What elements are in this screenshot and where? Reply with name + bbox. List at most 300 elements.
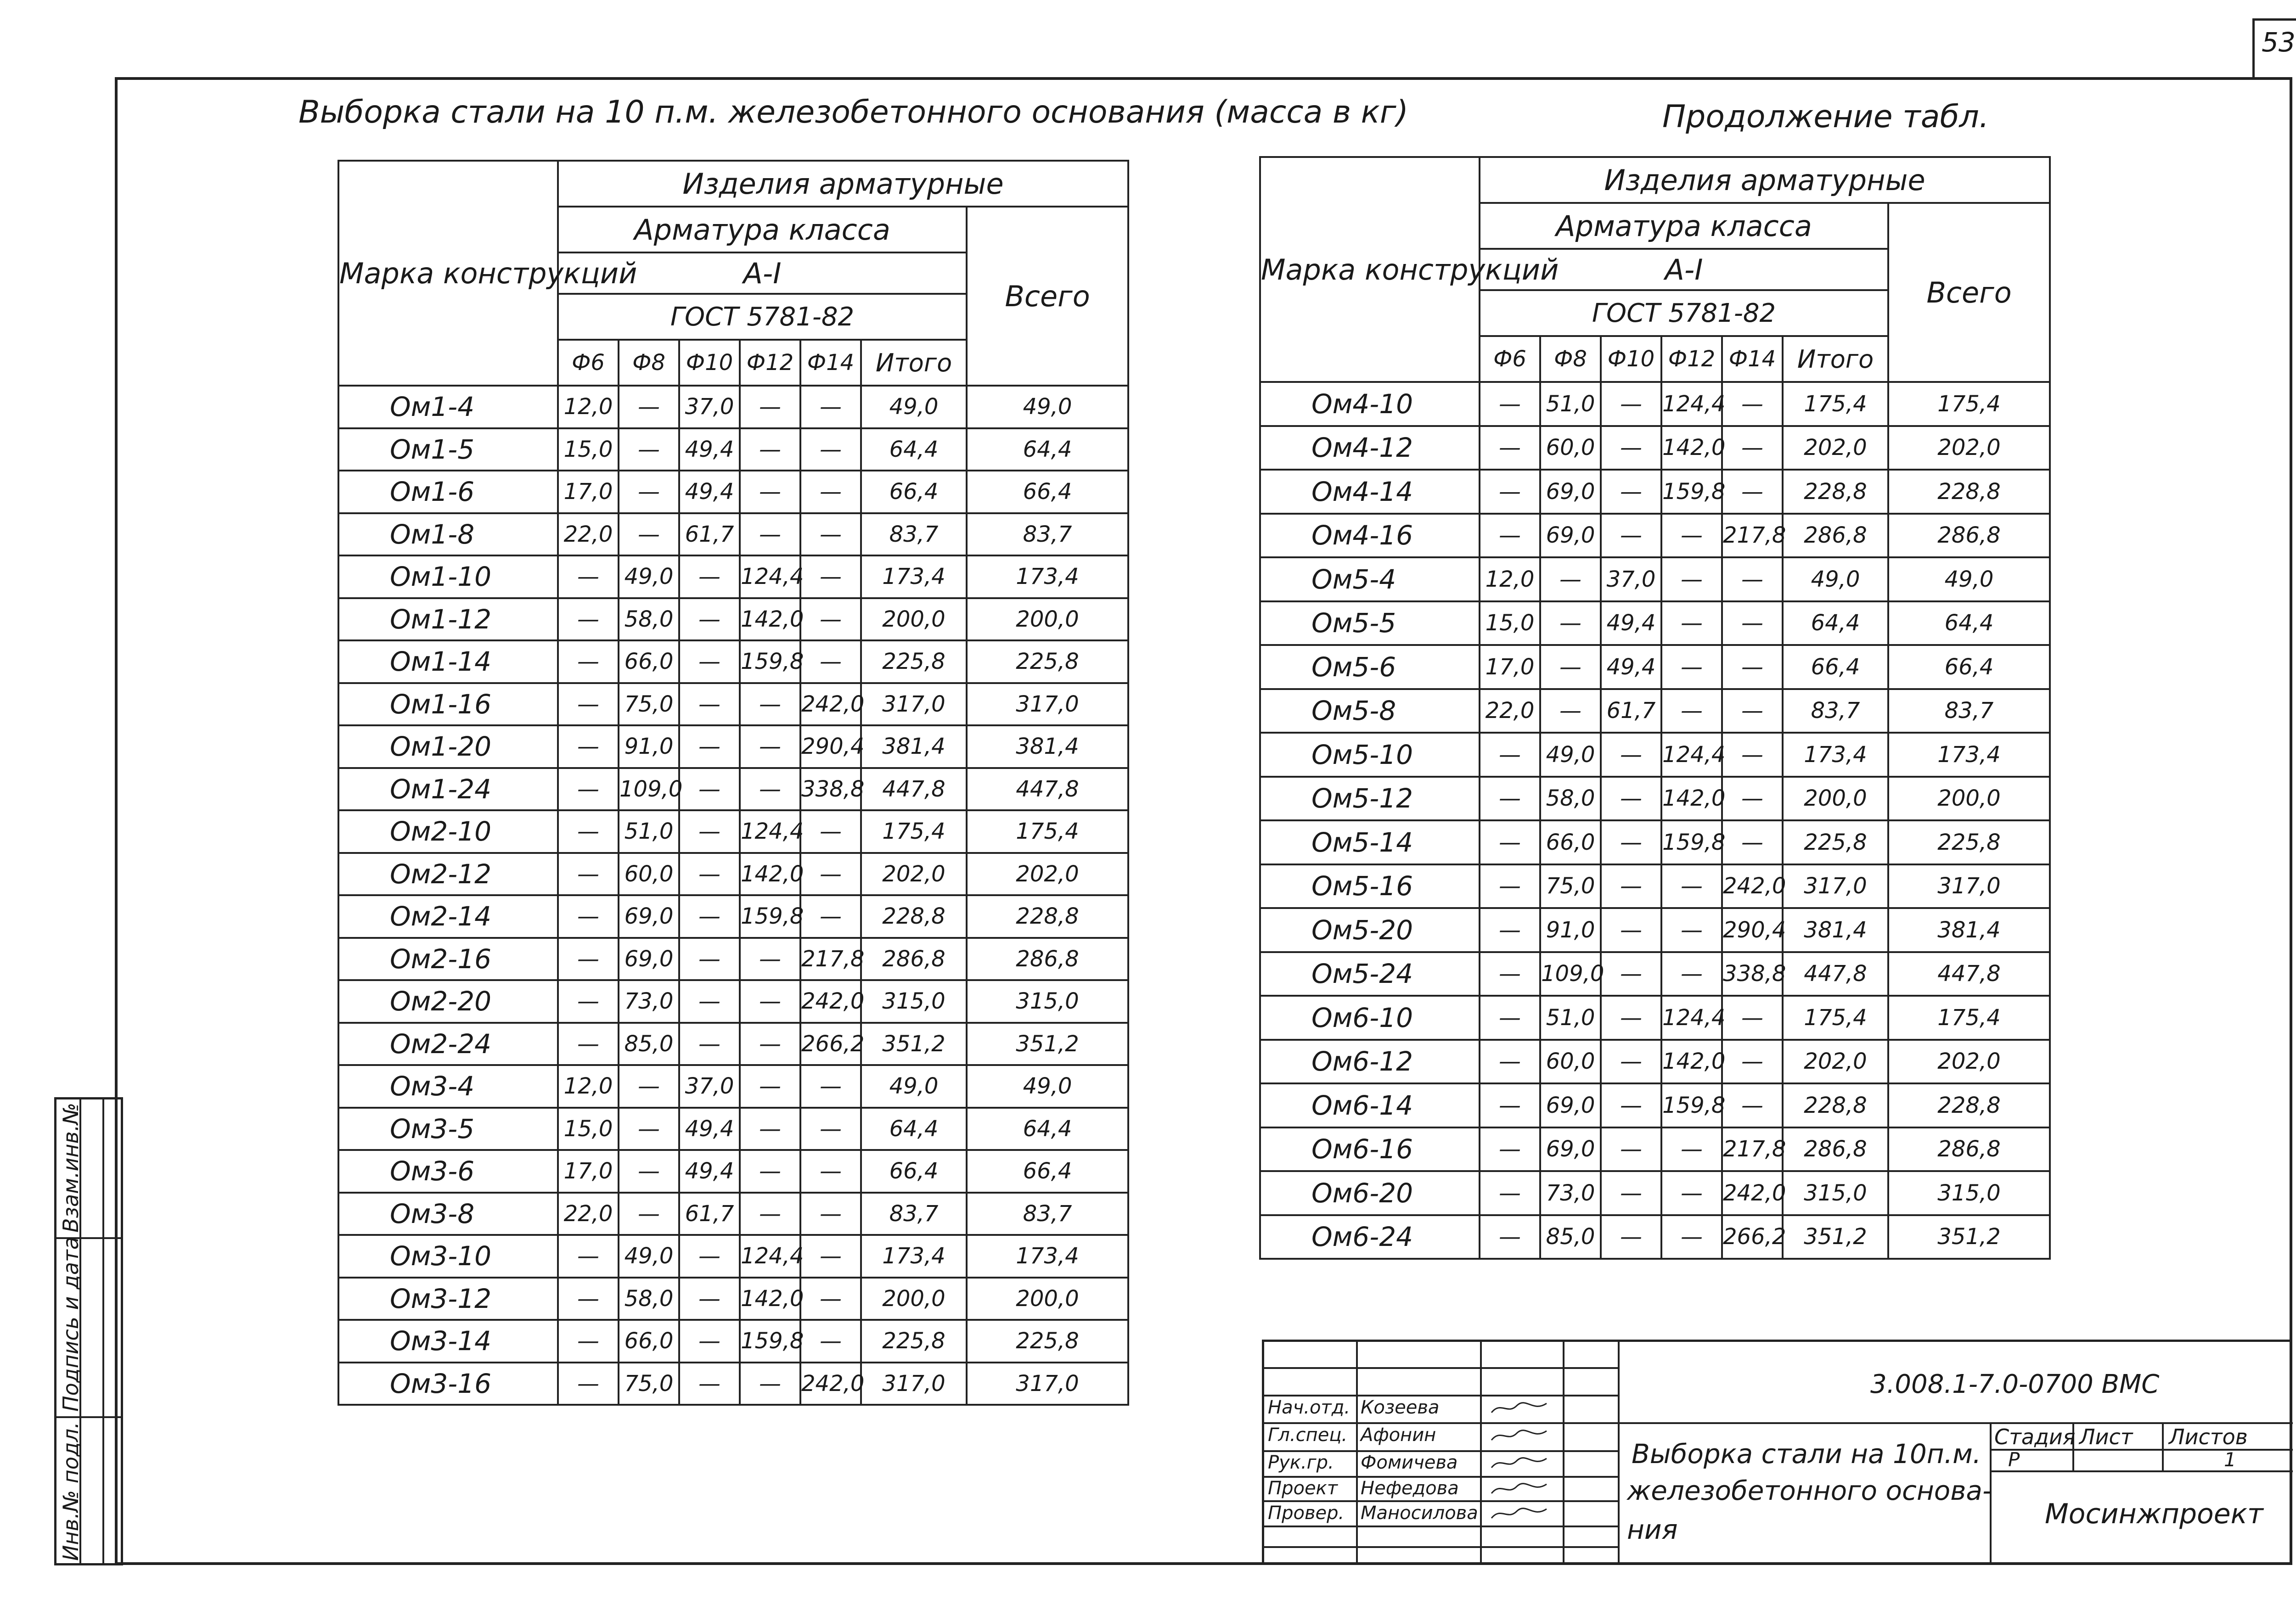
table-row bbox=[338, 640, 1128, 683]
row-mark: Ом5-8 bbox=[1260, 689, 1480, 733]
row-total: 225,8 bbox=[967, 1320, 1128, 1363]
row-value: 173,4 bbox=[1783, 733, 1888, 777]
row-value: 159,8 bbox=[740, 895, 800, 938]
row-value: — bbox=[558, 938, 619, 981]
row-value: 142,0 bbox=[740, 853, 800, 896]
col-header: Ф14 bbox=[800, 340, 861, 386]
table-row bbox=[338, 980, 1128, 1023]
row-value: 200,0 bbox=[1783, 777, 1888, 821]
row-value: 22,0 bbox=[1480, 689, 1540, 733]
row-mark: Ом1-14 bbox=[338, 640, 558, 683]
row-mark: Ом2-12 bbox=[338, 853, 558, 896]
row-value: 286,8 bbox=[1783, 1127, 1888, 1172]
table-row bbox=[1260, 908, 2050, 952]
row-value: 202,0 bbox=[1783, 426, 1888, 470]
row-mark: Ом6-14 bbox=[1260, 1083, 1480, 1127]
row-value: 109,0 bbox=[619, 768, 679, 811]
row-value: — bbox=[1661, 952, 1722, 996]
row-value: — bbox=[1661, 1127, 1722, 1172]
row-value: — bbox=[1601, 733, 1661, 777]
row-value: — bbox=[679, 1278, 740, 1320]
row-value: — bbox=[1480, 1127, 1540, 1172]
row-value: 202,0 bbox=[1783, 1040, 1888, 1084]
row-value: — bbox=[619, 1193, 679, 1235]
row-value: 200,0 bbox=[861, 598, 967, 641]
row-value: — bbox=[1661, 1215, 1722, 1259]
row-total: 49,0 bbox=[1888, 557, 2050, 601]
row-value: — bbox=[1601, 777, 1661, 821]
table-row bbox=[1260, 1215, 2050, 1259]
col-header: Ф8 bbox=[1540, 336, 1601, 382]
row-value: 217,8 bbox=[1722, 514, 1783, 558]
row-value: — bbox=[1601, 1215, 1661, 1259]
row-value: 15,0 bbox=[1480, 601, 1540, 645]
row-value: — bbox=[558, 768, 619, 811]
table-row bbox=[338, 938, 1128, 981]
row-mark: Ом3-5 bbox=[338, 1108, 558, 1150]
row-mark: Ом5-14 bbox=[1260, 820, 1480, 864]
row-value: — bbox=[800, 640, 861, 683]
row-mark: Ом2-20 bbox=[338, 980, 558, 1023]
row-value: — bbox=[619, 428, 679, 471]
row-value: 217,8 bbox=[800, 938, 861, 981]
row-value: — bbox=[558, 640, 619, 683]
row-value: 22,0 bbox=[558, 513, 619, 556]
row-value: 159,8 bbox=[1661, 470, 1722, 514]
row-mark: Ом1-5 bbox=[338, 428, 558, 471]
row-value: 12,0 bbox=[1480, 557, 1540, 601]
row-value: 60,0 bbox=[619, 853, 679, 896]
table-row bbox=[1260, 601, 2050, 645]
table-row bbox=[1260, 645, 2050, 689]
table-row bbox=[338, 471, 1128, 513]
row-value: — bbox=[800, 1193, 861, 1235]
row-value: 266,2 bbox=[1722, 1215, 1783, 1259]
table-row bbox=[1260, 1171, 2050, 1215]
row-mark: Ом5-6 bbox=[1260, 645, 1480, 689]
row-value: — bbox=[1601, 1083, 1661, 1127]
row-value: 58,0 bbox=[619, 598, 679, 641]
row-value: — bbox=[800, 471, 861, 513]
table-row bbox=[338, 683, 1128, 726]
row-value: 61,7 bbox=[679, 513, 740, 556]
role-name: Фомичева bbox=[1361, 1452, 1458, 1473]
row-total: 83,7 bbox=[1888, 689, 2050, 733]
row-total: 447,8 bbox=[1888, 952, 2050, 996]
row-value: 64,4 bbox=[1783, 601, 1888, 645]
row-value: — bbox=[1480, 952, 1540, 996]
row-value: — bbox=[1722, 426, 1783, 470]
row-value: 83,7 bbox=[1783, 689, 1888, 733]
side-vzam-inv: Взам.инв.№ bbox=[58, 1102, 83, 1233]
row-value: — bbox=[740, 1150, 800, 1193]
row-value: 124,4 bbox=[740, 555, 800, 598]
table-row bbox=[338, 386, 1128, 428]
row-total: 49,0 bbox=[967, 386, 1128, 428]
row-value: — bbox=[558, 683, 619, 726]
row-value: 37,0 bbox=[679, 386, 740, 428]
row-value: 91,0 bbox=[1540, 908, 1601, 952]
row-value: 61,7 bbox=[1601, 689, 1661, 733]
row-mark: Ом5-24 bbox=[1260, 952, 1480, 996]
role-label: Гл.спец. bbox=[1268, 1425, 1348, 1446]
row-value: 49,4 bbox=[679, 471, 740, 513]
row-value: 15,0 bbox=[558, 1108, 619, 1150]
row-value: 124,4 bbox=[740, 1235, 800, 1278]
row-value: — bbox=[740, 683, 800, 726]
row-total: 447,8 bbox=[967, 768, 1128, 811]
mark-header: Марка конструкций bbox=[1260, 157, 1480, 382]
row-value: 124,4 bbox=[1661, 996, 1722, 1040]
row-value: 37,0 bbox=[679, 1065, 740, 1108]
continuation-title: Продолжение табл. bbox=[1662, 99, 1989, 135]
row-value: — bbox=[1480, 733, 1540, 777]
row-value: — bbox=[1661, 645, 1722, 689]
row-value: — bbox=[1480, 1215, 1540, 1259]
row-value: 175,4 bbox=[861, 810, 967, 853]
row-value: 83,7 bbox=[861, 513, 967, 556]
row-value: — bbox=[1480, 864, 1540, 909]
role-name: Афонин bbox=[1361, 1425, 1436, 1446]
row-value: 66,4 bbox=[1783, 645, 1888, 689]
row-value: — bbox=[1722, 601, 1783, 645]
row-value: 91,0 bbox=[619, 725, 679, 768]
table-row bbox=[338, 895, 1128, 938]
row-value: — bbox=[1480, 426, 1540, 470]
row-total: 351,2 bbox=[1888, 1215, 2050, 1259]
table-row bbox=[338, 853, 1128, 896]
row-value: — bbox=[1480, 382, 1540, 426]
row-value: 242,0 bbox=[1722, 1171, 1783, 1215]
row-value: — bbox=[800, 513, 861, 556]
row-value: 66,4 bbox=[861, 471, 967, 513]
row-value: 228,8 bbox=[1783, 470, 1888, 514]
row-value: — bbox=[800, 810, 861, 853]
row-value: 49,0 bbox=[619, 555, 679, 598]
row-mark: Ом1-24 bbox=[338, 768, 558, 811]
row-value: 58,0 bbox=[1540, 777, 1601, 821]
row-value: 49,0 bbox=[619, 1235, 679, 1278]
row-mark: Ом2-24 bbox=[338, 1023, 558, 1066]
row-total: 200,0 bbox=[1888, 777, 2050, 821]
signature bbox=[1489, 1454, 1549, 1472]
row-value: 58,0 bbox=[619, 1278, 679, 1320]
total-header: Всего bbox=[1888, 203, 2050, 382]
row-total: 83,7 bbox=[967, 1193, 1128, 1235]
col-header: Ф12 bbox=[740, 340, 800, 386]
row-value: — bbox=[679, 895, 740, 938]
row-value: — bbox=[740, 1108, 800, 1150]
row-value: 286,8 bbox=[861, 938, 967, 981]
row-value: — bbox=[558, 980, 619, 1023]
table-row bbox=[338, 1278, 1128, 1320]
row-value: 69,0 bbox=[619, 895, 679, 938]
row-value: 228,8 bbox=[861, 895, 967, 938]
row-value: — bbox=[1601, 1040, 1661, 1084]
row-value: — bbox=[1480, 1171, 1540, 1215]
signature bbox=[1489, 1480, 1549, 1498]
col-header: Ф10 bbox=[679, 340, 740, 386]
row-value: — bbox=[679, 683, 740, 726]
row-value: 49,0 bbox=[1540, 733, 1601, 777]
row-total: 64,4 bbox=[967, 428, 1128, 471]
row-value: 64,4 bbox=[861, 428, 967, 471]
table-row bbox=[338, 725, 1128, 768]
row-total: 228,8 bbox=[1888, 1083, 2050, 1127]
row-value: 290,4 bbox=[800, 725, 861, 768]
row-value: — bbox=[1722, 689, 1783, 733]
row-value: 17,0 bbox=[558, 471, 619, 513]
row-total: 173,4 bbox=[967, 555, 1128, 598]
row-mark: Ом3-6 bbox=[338, 1150, 558, 1193]
col-header: Ф10 bbox=[1601, 336, 1661, 382]
row-value: — bbox=[1661, 864, 1722, 909]
row-value: — bbox=[679, 640, 740, 683]
table-row bbox=[338, 513, 1128, 556]
row-value: — bbox=[1540, 645, 1601, 689]
row-mark: Ом3-8 bbox=[338, 1193, 558, 1235]
row-value: — bbox=[558, 598, 619, 641]
row-value: — bbox=[1601, 470, 1661, 514]
right-steel-table bbox=[1259, 156, 2051, 1260]
row-value: — bbox=[800, 428, 861, 471]
organization: Мосинжпроект bbox=[2045, 1498, 2263, 1530]
row-value: 69,0 bbox=[1540, 1083, 1601, 1127]
table-row bbox=[1260, 1127, 2050, 1172]
row-value: 290,4 bbox=[1722, 908, 1783, 952]
row-value: 51,0 bbox=[619, 810, 679, 853]
role-label: Нач.отд. bbox=[1268, 1397, 1351, 1418]
row-total: 351,2 bbox=[967, 1023, 1128, 1066]
row-value: — bbox=[1722, 1083, 1783, 1127]
row-value: — bbox=[1661, 601, 1722, 645]
row-value: — bbox=[619, 1065, 679, 1108]
products-header: Изделия арматурные bbox=[1480, 157, 2050, 203]
row-value: — bbox=[619, 513, 679, 556]
row-value: 49,4 bbox=[679, 428, 740, 471]
row-value: — bbox=[558, 853, 619, 896]
role-name: Нефедова bbox=[1361, 1478, 1459, 1499]
role-name: Маносилова bbox=[1361, 1503, 1478, 1524]
row-mark: Ом5-4 bbox=[1260, 557, 1480, 601]
row-value: 49,0 bbox=[861, 386, 967, 428]
row-value: — bbox=[800, 555, 861, 598]
row-mark: Ом1-16 bbox=[338, 683, 558, 726]
total-header: Всего bbox=[967, 207, 1128, 386]
row-value: — bbox=[1480, 1083, 1540, 1127]
row-value: — bbox=[679, 768, 740, 811]
row-value: 142,0 bbox=[1661, 426, 1722, 470]
table-row bbox=[338, 555, 1128, 598]
class-value: А-I bbox=[1480, 249, 1888, 290]
row-value: — bbox=[679, 1023, 740, 1066]
table-row bbox=[1260, 557, 2050, 601]
row-value: 159,8 bbox=[740, 1320, 800, 1363]
stage-label: Стадия bbox=[1994, 1425, 2076, 1449]
row-value: 173,4 bbox=[861, 1235, 967, 1278]
row-value: — bbox=[740, 1065, 800, 1108]
table-row bbox=[1260, 514, 2050, 558]
row-mark: Ом5-10 bbox=[1260, 733, 1480, 777]
row-value: 447,8 bbox=[861, 768, 967, 811]
row-total: 317,0 bbox=[967, 1363, 1128, 1405]
row-value: — bbox=[558, 1278, 619, 1320]
table-row bbox=[338, 1023, 1128, 1066]
row-value: — bbox=[1480, 908, 1540, 952]
row-value: — bbox=[1480, 820, 1540, 864]
row-value: 85,0 bbox=[619, 1023, 679, 1066]
row-mark: Ом2-16 bbox=[338, 938, 558, 981]
row-value: 69,0 bbox=[1540, 514, 1601, 558]
gost-header: ГОСТ 5781-82 bbox=[558, 294, 967, 340]
row-value: 124,4 bbox=[1661, 382, 1722, 426]
row-total: 66,4 bbox=[967, 1150, 1128, 1193]
table-row bbox=[338, 1150, 1128, 1193]
row-value: — bbox=[800, 1235, 861, 1278]
row-value: 175,4 bbox=[1783, 996, 1888, 1040]
row-value: — bbox=[1722, 733, 1783, 777]
table-row bbox=[1260, 864, 2050, 909]
doc-code: 3.008.1-7.0-0700 ВМС bbox=[1870, 1369, 2160, 1399]
row-value: 317,0 bbox=[861, 1363, 967, 1405]
row-value: — bbox=[800, 386, 861, 428]
row-mark: Ом3-12 bbox=[338, 1278, 558, 1320]
row-value: — bbox=[1661, 689, 1722, 733]
row-value: — bbox=[558, 810, 619, 853]
row-value: 49,4 bbox=[1601, 645, 1661, 689]
row-mark: Ом6-10 bbox=[1260, 996, 1480, 1040]
row-mark: Ом3-4 bbox=[338, 1065, 558, 1108]
table-row bbox=[338, 1235, 1128, 1278]
row-value: — bbox=[558, 1235, 619, 1278]
role-label: Проект bbox=[1268, 1478, 1338, 1499]
row-value: — bbox=[619, 1108, 679, 1150]
row-total: 286,8 bbox=[1888, 1127, 2050, 1172]
row-value: 15,0 bbox=[558, 428, 619, 471]
row-value: — bbox=[619, 1150, 679, 1193]
row-value: — bbox=[1722, 1040, 1783, 1084]
row-total: 66,4 bbox=[1888, 645, 2050, 689]
row-mark: Ом6-16 bbox=[1260, 1127, 1480, 1172]
table-row bbox=[1260, 952, 2050, 996]
row-value: 66,0 bbox=[1540, 820, 1601, 864]
row-value: 12,0 bbox=[558, 1065, 619, 1108]
table-row bbox=[1260, 689, 2050, 733]
row-value: 242,0 bbox=[1722, 864, 1783, 909]
rebar-class-header: Арматура класса bbox=[558, 207, 967, 252]
row-value: 66,0 bbox=[619, 640, 679, 683]
main-title: Выборка стали на 10 п.м. железобетонного основания (масса в кг) bbox=[298, 94, 1408, 130]
row-value: — bbox=[558, 895, 619, 938]
row-value: — bbox=[1540, 601, 1601, 645]
row-mark: Ом6-20 bbox=[1260, 1171, 1480, 1215]
row-value: 75,0 bbox=[1540, 864, 1601, 909]
row-value: 66,4 bbox=[861, 1150, 967, 1193]
row-value: — bbox=[1540, 557, 1601, 601]
row-value: 225,8 bbox=[861, 1320, 967, 1363]
row-mark: Ом1-6 bbox=[338, 471, 558, 513]
row-mark: Ом1-20 bbox=[338, 725, 558, 768]
row-value: — bbox=[1601, 864, 1661, 909]
row-value: — bbox=[800, 895, 861, 938]
row-value: — bbox=[740, 513, 800, 556]
stage-value: Р bbox=[2008, 1448, 2020, 1471]
row-value: — bbox=[1480, 514, 1540, 558]
title-block bbox=[1262, 1340, 2292, 1565]
sheet-label: Лист bbox=[2079, 1425, 2133, 1449]
row-value: 73,0 bbox=[619, 980, 679, 1023]
row-value: — bbox=[740, 1363, 800, 1405]
row-value: 338,8 bbox=[800, 768, 861, 811]
row-value: — bbox=[1722, 382, 1783, 426]
row-value: — bbox=[800, 853, 861, 896]
col-header: Итого bbox=[861, 340, 967, 386]
row-total: 49,0 bbox=[967, 1065, 1128, 1108]
mark-header: Марка конструкций bbox=[338, 161, 558, 386]
row-value: 242,0 bbox=[800, 683, 861, 726]
row-mark: Ом4-12 bbox=[1260, 426, 1480, 470]
row-value: — bbox=[740, 725, 800, 768]
sheet-title-3: ния bbox=[1627, 1514, 1678, 1545]
row-value: — bbox=[1601, 820, 1661, 864]
row-total: 202,0 bbox=[1888, 426, 2050, 470]
row-mark: Ом6-12 bbox=[1260, 1040, 1480, 1084]
row-value: — bbox=[800, 598, 861, 641]
row-value: 242,0 bbox=[800, 1363, 861, 1405]
row-value: 22,0 bbox=[558, 1193, 619, 1235]
row-value: — bbox=[800, 1065, 861, 1108]
row-value: — bbox=[1722, 777, 1783, 821]
row-mark: Ом4-10 bbox=[1260, 382, 1480, 426]
row-mark: Ом6-24 bbox=[1260, 1215, 1480, 1259]
row-value: 351,2 bbox=[1783, 1215, 1888, 1259]
row-value: — bbox=[1661, 908, 1722, 952]
role-label: Провер. bbox=[1268, 1503, 1345, 1524]
row-value: 225,8 bbox=[1783, 820, 1888, 864]
row-value: 351,2 bbox=[861, 1023, 967, 1066]
sheet-title-2: железобетонного основа- bbox=[1627, 1475, 1992, 1506]
row-value: 73,0 bbox=[1540, 1171, 1601, 1215]
table-row bbox=[1260, 382, 2050, 426]
row-value: 381,4 bbox=[861, 725, 967, 768]
row-total: 64,4 bbox=[967, 1108, 1128, 1150]
row-total: 66,4 bbox=[967, 471, 1128, 513]
row-total: 228,8 bbox=[1888, 470, 2050, 514]
row-total: 381,4 bbox=[1888, 908, 2050, 952]
row-mark: Ом3-16 bbox=[338, 1363, 558, 1405]
row-value: — bbox=[1601, 908, 1661, 952]
row-value: — bbox=[1601, 426, 1661, 470]
row-value: — bbox=[679, 810, 740, 853]
row-value: — bbox=[1480, 470, 1540, 514]
row-value: — bbox=[558, 1363, 619, 1405]
row-value: — bbox=[558, 1023, 619, 1066]
row-value: — bbox=[800, 1278, 861, 1320]
row-value: — bbox=[679, 938, 740, 981]
row-value: — bbox=[800, 1108, 861, 1150]
row-value: 159,8 bbox=[1661, 820, 1722, 864]
side-sign-date: Подпись и дата bbox=[58, 1236, 83, 1412]
row-total: 175,4 bbox=[967, 810, 1128, 853]
row-value: 49,0 bbox=[1783, 557, 1888, 601]
table-row bbox=[338, 1320, 1128, 1363]
row-value: — bbox=[558, 725, 619, 768]
row-value: — bbox=[1601, 952, 1661, 996]
row-mark: Ом1-4 bbox=[338, 386, 558, 428]
row-mark: Ом4-14 bbox=[1260, 470, 1480, 514]
row-value: 317,0 bbox=[1783, 864, 1888, 909]
row-value: — bbox=[1722, 557, 1783, 601]
